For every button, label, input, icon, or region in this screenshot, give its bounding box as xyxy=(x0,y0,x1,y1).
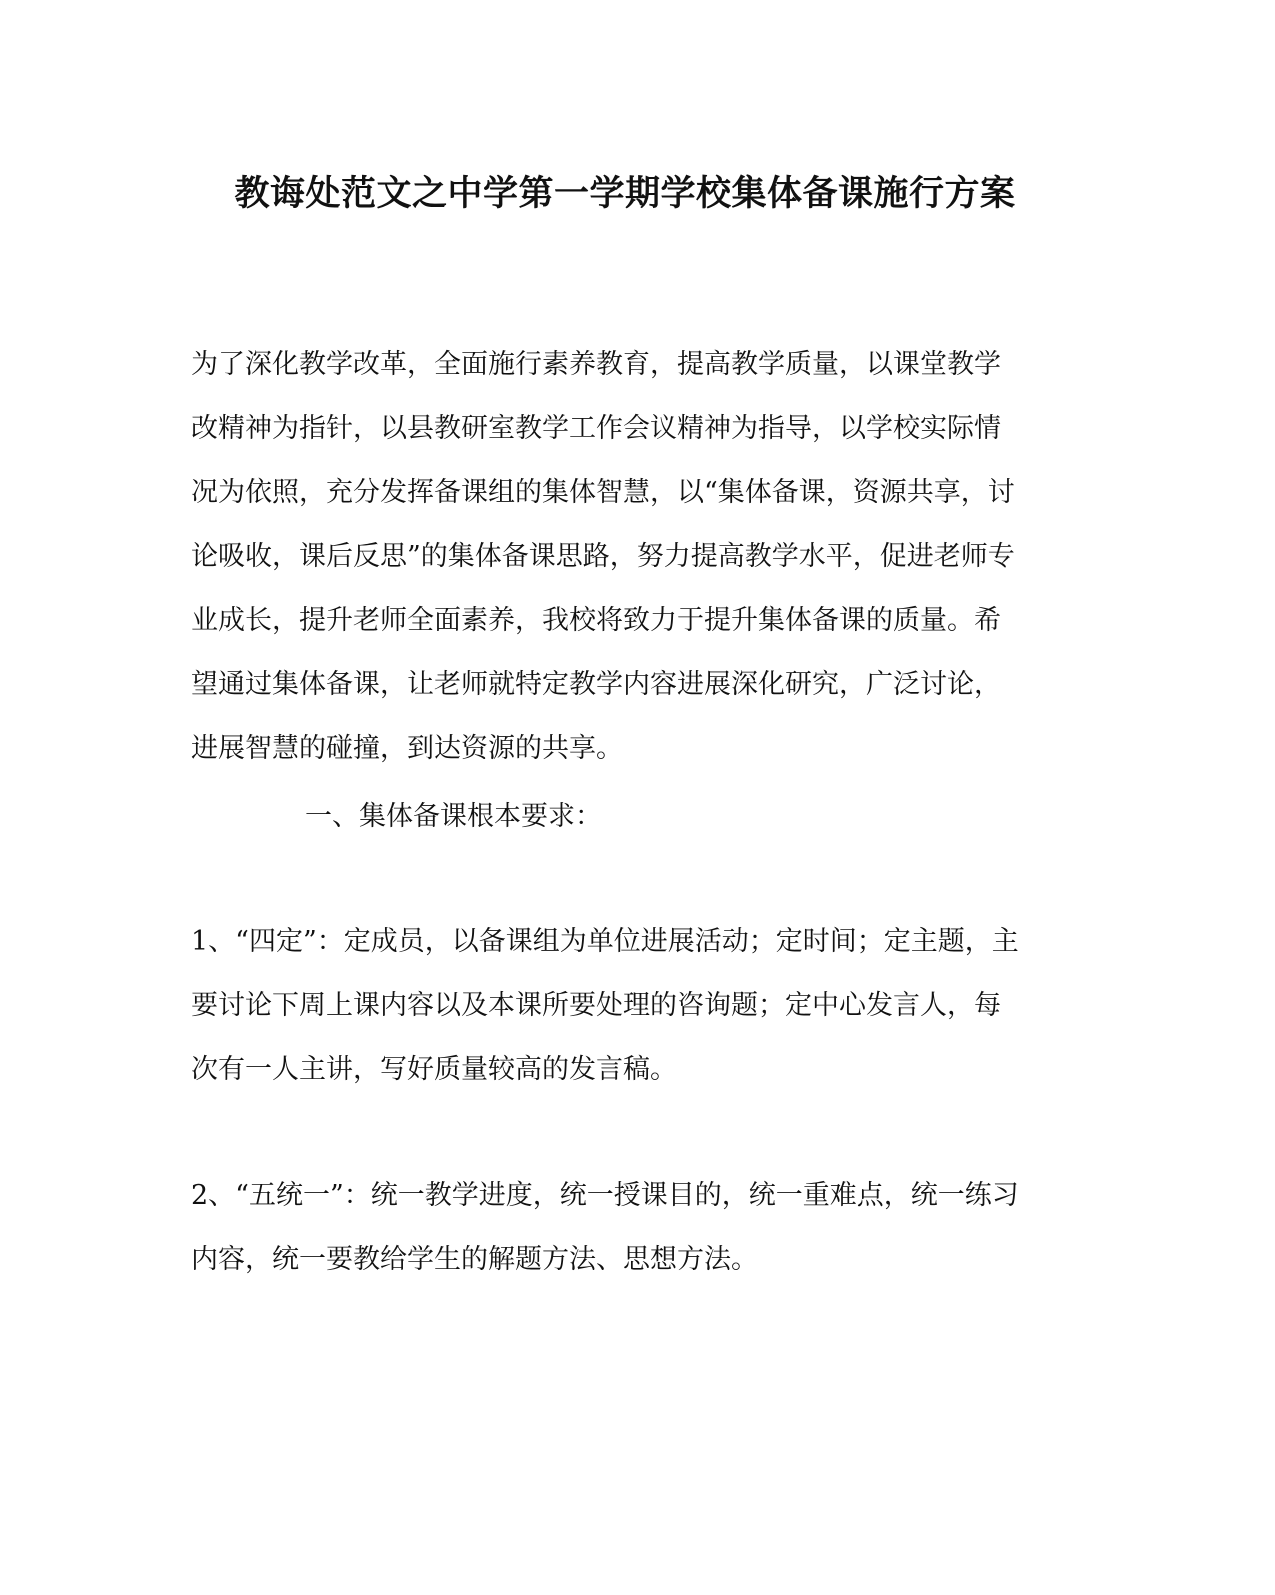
intro-line: 望通过集体备课，让老师就特定教学内容进展深化研究，广泛讨论， xyxy=(191,669,1001,700)
item2-line: 内容，统一要教给学生的解题方法、思想方法。 xyxy=(191,1244,758,1275)
item1-line: 次有一人主讲，写好质量较高的发言稿。 xyxy=(191,1054,677,1085)
item1-line: 1、“四定”：定成员，以备课组为单位进展活动；定时间；定主题，主 xyxy=(191,926,1019,957)
intro-line: 改精神为指针，以县教研室教学工作会议精神为指导，以学校实际情 xyxy=(191,413,1001,444)
intro-line: 为了深化教学改革，全面施行素养教育，提高教学质量，以课堂教学 xyxy=(191,349,1001,380)
intro-line: 进展智慧的碰撞，到达资源的共享。 xyxy=(191,733,623,764)
requirement-item-1 xyxy=(191,910,1071,1102)
intro-paragraph xyxy=(191,333,1071,781)
requirement-item-2 xyxy=(191,1164,1071,1292)
item1-line: 要讨论下周上课内容以及本课所要处理的咨询题；定中心发言人，每 xyxy=(191,990,1001,1021)
intro-line: 论吸收，课后反思”的集体备课思路，努力提高教学水平，促进老师专 xyxy=(191,541,1015,572)
intro-line: 况为依照，充分发挥备课组的集体智慧，以“集体备课，资源共享，讨 xyxy=(191,477,1015,508)
document-title: 教诲处范文之中学第一学期学校集体备课施行方案 xyxy=(234,173,1016,214)
section-heading: 一、集体备课根本要求： xyxy=(305,801,602,832)
item2-line: 2、“五统一”：统一教学进度，统一授课目的，统一重难点，统一练习 xyxy=(191,1180,1019,1211)
intro-line: 业成长，提升老师全面素养，我校将致力于提升集体备课的质量。希 xyxy=(191,605,1001,636)
